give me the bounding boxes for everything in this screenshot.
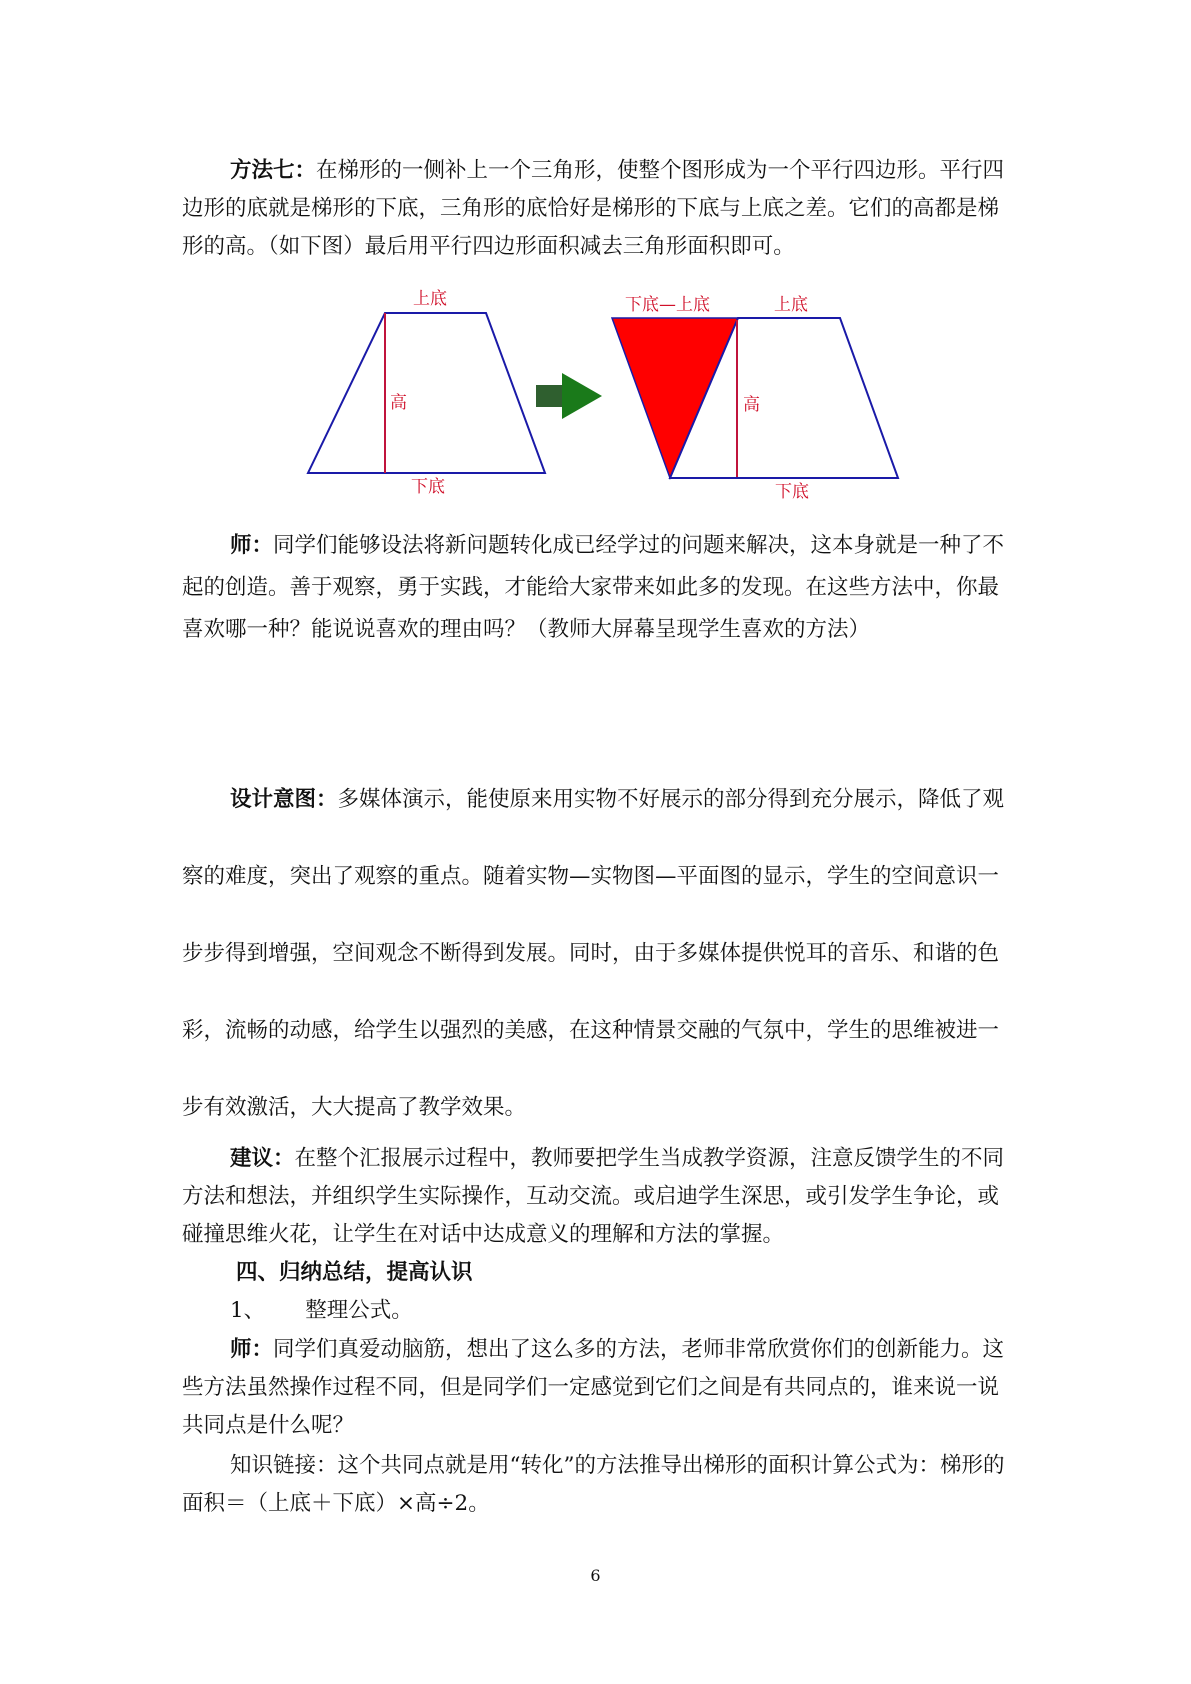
left-height-label: 高	[390, 393, 407, 413]
item-1-text: 整理公式。	[305, 1298, 413, 1323]
suggestion-paragraph	[182, 1140, 1010, 1254]
teacher1-paragraph	[182, 525, 1010, 651]
design-intent-text: 多媒体演示，能使原来用实物不好展示的部分得到充分展示，降低了观察的难度，突出了观察的重点。随着实物—实物图—平面图的显示，学生的空间意识一步步得到增强，空间观念不断得到发展。同时，由于多媒体提供悦耳的音乐、和谐的色彩，流畅的动感，给学生以强烈的美感，在这种情景交融的气氛中，学生的思维被进一步有效激活，大大提高了教学效果。	[182, 787, 1005, 1120]
right-height-label: 高	[743, 395, 760, 415]
design-intent-label: 设计意图：	[230, 787, 338, 812]
teacher1-note: （教师大屏幕呈现学生喜欢的方法）	[526, 617, 871, 642]
triangle-label: 下底—上底	[625, 295, 710, 315]
teacher2-paragraph	[182, 1331, 1010, 1445]
page-number: 6	[590, 1566, 601, 1585]
section-heading: 四、归纳总结，提高认识	[236, 1260, 473, 1285]
right-top-label: 上底	[774, 295, 808, 315]
suggestion-label: 建议：	[230, 1146, 295, 1171]
trapezoid-transform-figure	[300, 280, 940, 502]
teacher1-text: 同学们能够设法将新问题转化成已经学过的问题来解决，这本身就是一种了不起的创造。善于观察，勇于实践，才能给大家带来如此多的发现。在这些方法中，你最喜欢哪一种？能说说喜欢的理由吗？	[182, 533, 1005, 642]
item-1-number: 1、	[230, 1298, 266, 1323]
right-bottom-label: 下底	[775, 482, 809, 502]
knowledge-link-text: 知识链接：这个共同点就是用“转化”的方法推导出梯形的面积计算公式为：梯形的面积＝（上底＋下底）×高÷2。	[182, 1453, 1005, 1516]
right-arrow-icon	[536, 373, 602, 419]
teacher1-label: 师：	[230, 533, 274, 558]
method7-text: 在梯形的一侧补上一个三角形，使整个图形成为一个平行四边形。平行四边形的底就是梯形的下底，三角形的底恰好是梯形的下底与上底之差。它们的高都是梯形的高。（如下图）最后用平行四边形面积减去三角形面积即可。	[182, 158, 1005, 259]
teacher2-text: 同学们真爱动脑筋，想出了这么多的方法，老师非常欣赏你们的创新能力。这些方法虽然操作过程不同，但是同学们一定感觉到它们之间是有共同点的，谁来说一说共同点是什么呢？	[182, 1337, 1005, 1438]
design-intent-paragraph	[182, 761, 1010, 1146]
item-1	[230, 1292, 1058, 1330]
method7-paragraph	[182, 152, 1010, 266]
knowledge-link-paragraph	[182, 1447, 1010, 1523]
left-top-label: 上底	[413, 289, 447, 309]
suggestion-text: 在整个汇报展示过程中，教师要把学生当成教学资源，注意反馈学生的不同方法和想法，并组织学生实际操作，互动交流。或启迪学生深思，或引发学生争论，或碰撞思维火花，让学生在对话中达成意义的理解和方法的掌握。	[182, 1146, 1005, 1247]
left-trapezoid	[308, 313, 545, 473]
left-bottom-label: 下底	[411, 477, 445, 497]
teacher2-label: 师：	[230, 1337, 274, 1362]
figure-svg	[300, 280, 940, 502]
red-triangle	[612, 318, 738, 478]
method7-label: 方法七：	[230, 158, 317, 183]
